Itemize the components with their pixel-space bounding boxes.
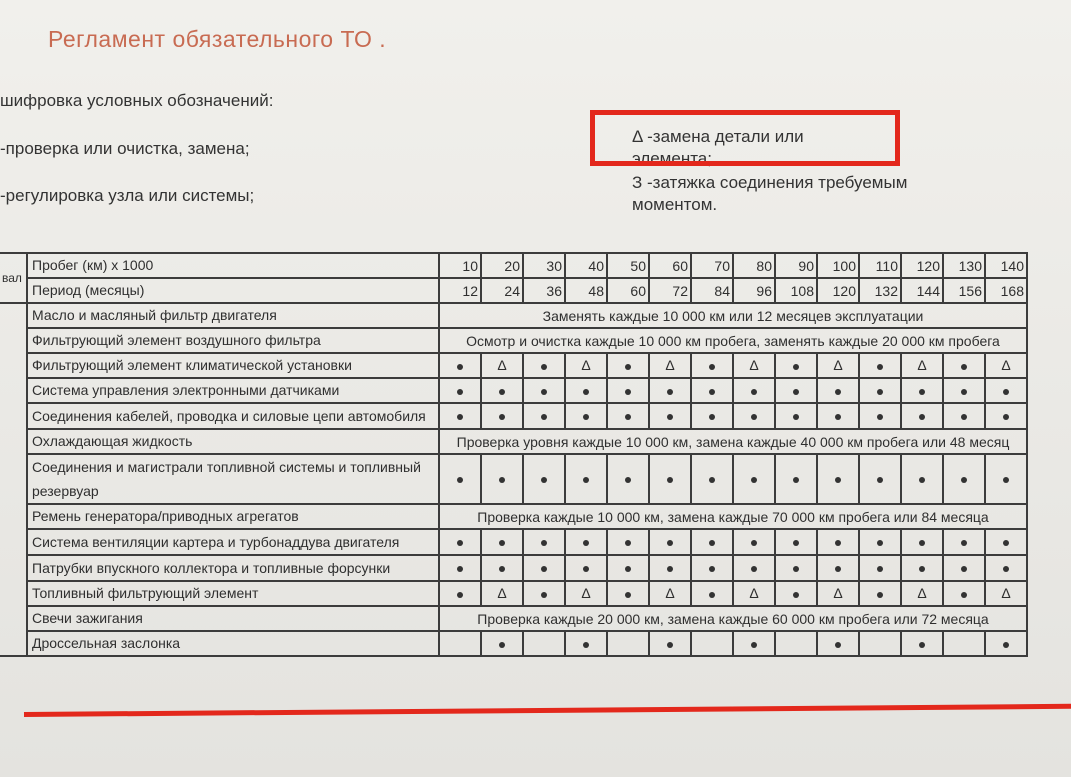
check-mark	[985, 378, 1027, 403]
dot-icon	[793, 566, 799, 572]
row-name: Дроссельная заслонка	[27, 631, 439, 656]
period-cell: 72	[649, 278, 691, 303]
check-mark	[691, 353, 733, 378]
dot-icon	[877, 477, 883, 483]
row-name: Соединения кабелей, проводка и силовые цепи автомобиля	[27, 403, 439, 429]
check-mark	[775, 353, 817, 378]
empty-cell	[691, 631, 733, 656]
dot-icon	[961, 364, 967, 370]
period-cell: 168	[985, 278, 1027, 303]
delta-icon: Δ	[917, 356, 927, 373]
period-cell: 96	[733, 278, 775, 303]
check-mark	[481, 454, 523, 504]
table-row	[0, 581, 1027, 606]
check-mark	[481, 555, 523, 581]
check-mark	[649, 631, 691, 656]
replace-mark	[565, 353, 607, 378]
dot-icon	[625, 389, 631, 395]
check-mark	[481, 403, 523, 429]
dot-icon	[961, 592, 967, 598]
mileage-cell: 50	[607, 253, 649, 278]
check-mark	[775, 555, 817, 581]
row-note: Проверка каждые 20 000 км, замена каждые 60 000 км пробега или 72 месяца	[439, 606, 1027, 631]
row-name: Фильтрующий элемент воздушного фильтра	[27, 328, 439, 353]
check-mark	[733, 378, 775, 403]
check-mark	[607, 529, 649, 555]
check-mark	[733, 454, 775, 504]
dot-icon	[919, 477, 925, 483]
check-mark	[985, 529, 1027, 555]
check-mark	[985, 631, 1027, 656]
dot-icon	[751, 642, 757, 648]
dot-icon	[709, 477, 715, 483]
row-name: Патрубки впускного коллектора и топливные форсунки	[27, 555, 439, 581]
check-mark	[607, 403, 649, 429]
legend-check-clean: -проверка или очистка, замена;	[0, 139, 250, 158]
dot-icon	[835, 642, 841, 648]
replace-mark	[649, 581, 691, 606]
legend-torque	[632, 172, 907, 216]
period-cell: 60	[607, 278, 649, 303]
dot-icon	[709, 414, 715, 420]
dot-icon	[709, 566, 715, 572]
check-mark	[817, 555, 859, 581]
check-mark	[733, 555, 775, 581]
empty-cell	[439, 631, 481, 656]
row-note: Проверка каждые 10 000 км, замена каждые 70 000 км пробега или 84 месяца	[439, 504, 1027, 529]
dot-icon	[961, 540, 967, 546]
maintenance-table	[0, 252, 1028, 657]
check-mark	[943, 378, 985, 403]
dot-icon	[877, 592, 883, 598]
legend-replace-line2: элемента;	[632, 149, 712, 168]
dot-icon	[583, 540, 589, 546]
period-cell: 24	[481, 278, 523, 303]
mileage-label: Пробег (км) х 1000	[27, 253, 439, 278]
mileage-cell: 80	[733, 253, 775, 278]
check-mark	[943, 353, 985, 378]
table-row	[0, 555, 1027, 581]
dot-icon	[457, 566, 463, 572]
dot-icon	[1003, 566, 1009, 572]
mileage-cell: 40	[565, 253, 607, 278]
delta-icon: Δ	[749, 584, 759, 601]
dot-icon	[751, 540, 757, 546]
check-mark	[901, 403, 943, 429]
legend-torque-line2: моментом.	[632, 195, 718, 214]
table-row	[0, 606, 1027, 631]
row-name: Топливный фильтрующий элемент	[27, 581, 439, 606]
dot-icon	[457, 414, 463, 420]
check-mark	[775, 378, 817, 403]
dot-icon	[625, 477, 631, 483]
check-mark	[775, 454, 817, 504]
check-mark	[859, 581, 901, 606]
table-row	[0, 328, 1027, 353]
dot-icon	[835, 566, 841, 572]
dot-icon	[667, 389, 673, 395]
check-mark	[901, 378, 943, 403]
dot-icon	[625, 414, 631, 420]
dot-icon	[793, 540, 799, 546]
table-row	[0, 529, 1027, 555]
check-mark	[691, 555, 733, 581]
mileage-cell: 90	[775, 253, 817, 278]
dot-icon	[583, 477, 589, 483]
dot-icon	[1003, 540, 1009, 546]
delta-icon: Δ	[833, 584, 843, 601]
row-note: Проверка уровня каждые 10 000 км, замена каждые 40 000 км пробега или 48 месяц	[439, 429, 1027, 454]
table-row	[0, 353, 1027, 378]
check-mark	[859, 403, 901, 429]
mileage-cell: 10	[439, 253, 481, 278]
row-note: Заменять каждые 10 000 км или 12 месяцев эксплуатации	[439, 303, 1027, 328]
table-row	[0, 403, 1027, 429]
check-mark	[901, 555, 943, 581]
check-mark	[523, 403, 565, 429]
period-cell: 48	[565, 278, 607, 303]
dot-icon	[961, 477, 967, 483]
check-mark	[859, 378, 901, 403]
dot-icon	[751, 566, 757, 572]
mileage-cell: 140	[985, 253, 1027, 278]
dot-icon	[877, 364, 883, 370]
row-name: Система управления электронными датчиками	[27, 378, 439, 403]
delta-icon: Δ	[665, 584, 675, 601]
check-mark	[985, 454, 1027, 504]
dot-icon	[835, 414, 841, 420]
check-mark	[649, 378, 691, 403]
check-mark	[523, 454, 565, 504]
replace-mark	[481, 581, 523, 606]
check-mark	[607, 581, 649, 606]
row-name: Ремень генератора/приводных агрегатов	[27, 504, 439, 529]
dot-icon	[457, 540, 463, 546]
check-mark	[691, 454, 733, 504]
dot-icon	[667, 540, 673, 546]
check-mark	[523, 555, 565, 581]
replace-mark	[649, 353, 691, 378]
check-mark	[523, 529, 565, 555]
delta-icon: Δ	[497, 356, 507, 373]
table-row	[0, 454, 1027, 504]
dot-icon	[877, 389, 883, 395]
dot-icon	[1003, 642, 1009, 648]
check-mark	[649, 454, 691, 504]
dot-icon	[793, 592, 799, 598]
dot-icon	[793, 389, 799, 395]
period-label: Период (месяцы)	[27, 278, 439, 303]
empty-cell	[607, 631, 649, 656]
dot-icon	[541, 592, 547, 598]
check-mark	[565, 555, 607, 581]
dot-icon	[919, 389, 925, 395]
delta-icon: Δ	[665, 356, 675, 373]
check-mark	[901, 454, 943, 504]
dot-icon	[583, 414, 589, 420]
dot-icon	[541, 540, 547, 546]
dot-icon	[751, 477, 757, 483]
dot-icon	[793, 414, 799, 420]
check-mark	[901, 631, 943, 656]
table-row	[0, 429, 1027, 454]
dot-icon	[541, 364, 547, 370]
check-mark	[481, 378, 523, 403]
dot-icon	[499, 477, 505, 483]
dot-icon	[457, 477, 463, 483]
table-row	[0, 631, 1027, 656]
dot-icon	[667, 477, 673, 483]
dot-icon	[499, 540, 505, 546]
dot-icon	[919, 566, 925, 572]
highlight-box	[590, 110, 900, 166]
check-mark	[439, 378, 481, 403]
dot-icon	[541, 414, 547, 420]
check-mark	[523, 353, 565, 378]
check-mark	[565, 529, 607, 555]
check-mark	[733, 631, 775, 656]
row-name: Соединения и магистрали топливной системы и топливный резервуар	[27, 454, 439, 504]
check-mark	[691, 378, 733, 403]
check-mark	[691, 529, 733, 555]
check-mark	[775, 529, 817, 555]
check-mark	[859, 454, 901, 504]
check-mark	[565, 631, 607, 656]
empty-cell	[859, 631, 901, 656]
dot-icon	[499, 414, 505, 420]
row-name: Фильтрующий элемент климатической установки	[27, 353, 439, 378]
dot-icon	[1003, 414, 1009, 420]
mileage-row	[0, 253, 1027, 278]
dot-icon	[625, 364, 631, 370]
dot-icon	[583, 566, 589, 572]
check-mark	[649, 555, 691, 581]
check-mark	[859, 555, 901, 581]
check-mark	[523, 378, 565, 403]
check-mark	[943, 454, 985, 504]
row-name: Масло и масляный фильтр двигателя	[27, 303, 439, 328]
dot-icon	[541, 477, 547, 483]
check-mark	[985, 555, 1027, 581]
mileage-cell: 100	[817, 253, 859, 278]
dot-icon	[751, 389, 757, 395]
replace-mark	[565, 581, 607, 606]
dot-icon	[457, 389, 463, 395]
replace-mark	[901, 353, 943, 378]
mileage-cell: 130	[943, 253, 985, 278]
dot-icon	[625, 592, 631, 598]
dot-icon	[583, 642, 589, 648]
replace-mark	[817, 353, 859, 378]
check-mark	[733, 403, 775, 429]
period-cell: 156	[943, 278, 985, 303]
dot-icon	[457, 592, 463, 598]
delta-icon: Δ	[581, 356, 591, 373]
period-cell: 108	[775, 278, 817, 303]
side-label: вал	[0, 253, 27, 303]
dot-icon	[1003, 389, 1009, 395]
period-cell: 120	[817, 278, 859, 303]
check-mark	[439, 454, 481, 504]
check-mark	[733, 529, 775, 555]
dot-icon	[499, 642, 505, 648]
dot-icon	[541, 566, 547, 572]
check-mark	[523, 581, 565, 606]
mileage-cell: 110	[859, 253, 901, 278]
legend-adjust: -регулировка узла или системы;	[0, 186, 255, 205]
check-mark	[775, 403, 817, 429]
check-mark	[817, 378, 859, 403]
dot-icon	[835, 540, 841, 546]
period-cell: 144	[901, 278, 943, 303]
legend-replace-line1: Δ -замена детали или	[632, 127, 804, 146]
page-title: Регламент обязательного ТО .	[48, 26, 387, 52]
check-mark	[943, 403, 985, 429]
period-cell: 84	[691, 278, 733, 303]
dot-icon	[919, 642, 925, 648]
dot-icon	[667, 414, 673, 420]
delta-icon: Δ	[581, 584, 591, 601]
check-mark	[943, 555, 985, 581]
dot-icon	[583, 389, 589, 395]
delta-icon: Δ	[1001, 584, 1011, 601]
dot-icon	[793, 477, 799, 483]
dot-icon	[877, 540, 883, 546]
check-mark	[985, 403, 1027, 429]
row-note: Осмотр и очистка каждые 10 000 км пробега, заменять каждые 20 000 км пробега	[439, 328, 1027, 353]
check-mark	[481, 631, 523, 656]
dot-icon	[667, 566, 673, 572]
mileage-cell: 20	[481, 253, 523, 278]
dot-icon	[751, 414, 757, 420]
empty-cell	[523, 631, 565, 656]
check-mark	[649, 403, 691, 429]
dot-icon	[877, 414, 883, 420]
dot-icon	[709, 592, 715, 598]
dot-icon	[709, 364, 715, 370]
replace-mark	[481, 353, 523, 378]
mileage-cell: 70	[691, 253, 733, 278]
delta-icon: Δ	[833, 356, 843, 373]
row-name: Свечи зажигания	[27, 606, 439, 631]
dot-icon	[793, 364, 799, 370]
check-mark	[901, 529, 943, 555]
check-mark	[439, 529, 481, 555]
check-mark	[817, 454, 859, 504]
dot-icon	[877, 566, 883, 572]
check-mark	[607, 378, 649, 403]
replace-mark	[901, 581, 943, 606]
check-mark	[691, 403, 733, 429]
check-mark	[565, 454, 607, 504]
dot-icon	[625, 540, 631, 546]
check-mark	[607, 353, 649, 378]
check-mark	[859, 529, 901, 555]
dot-icon	[835, 389, 841, 395]
side-blank	[0, 303, 27, 656]
dot-icon	[667, 642, 673, 648]
dot-icon	[1003, 477, 1009, 483]
check-mark	[943, 529, 985, 555]
dot-icon	[961, 566, 967, 572]
dot-icon	[457, 364, 463, 370]
check-mark	[817, 631, 859, 656]
replace-mark	[733, 353, 775, 378]
dot-icon	[499, 389, 505, 395]
table-row	[0, 303, 1027, 328]
check-mark	[565, 378, 607, 403]
mileage-cell: 120	[901, 253, 943, 278]
check-mark	[775, 581, 817, 606]
dot-icon	[709, 389, 715, 395]
replace-mark	[985, 353, 1027, 378]
table-row	[0, 378, 1027, 403]
dot-icon	[919, 414, 925, 420]
row-name: Система вентиляции картера и турбонаддува двигателя	[27, 529, 439, 555]
replace-mark	[817, 581, 859, 606]
delta-icon: Δ	[497, 584, 507, 601]
replace-mark	[733, 581, 775, 606]
check-mark	[439, 555, 481, 581]
period-cell: 12	[439, 278, 481, 303]
dot-icon	[625, 566, 631, 572]
row-name: Охлаждающая жидкость	[27, 429, 439, 454]
mileage-cell: 60	[649, 253, 691, 278]
check-mark	[607, 454, 649, 504]
dot-icon	[541, 389, 547, 395]
check-mark	[607, 555, 649, 581]
period-row	[0, 278, 1027, 303]
dot-icon	[835, 477, 841, 483]
dot-icon	[919, 540, 925, 546]
check-mark	[439, 353, 481, 378]
check-mark	[817, 529, 859, 555]
period-cell: 132	[859, 278, 901, 303]
delta-icon: Δ	[917, 584, 927, 601]
check-mark	[943, 581, 985, 606]
check-mark	[565, 403, 607, 429]
check-mark	[859, 353, 901, 378]
dot-icon	[499, 566, 505, 572]
check-mark	[439, 403, 481, 429]
check-mark	[481, 529, 523, 555]
legend-heading: шифровка условных обозначений:	[0, 91, 274, 110]
check-mark	[649, 529, 691, 555]
delta-icon: Δ	[749, 356, 759, 373]
empty-cell	[775, 631, 817, 656]
period-cell: 36	[523, 278, 565, 303]
empty-cell	[943, 631, 985, 656]
mileage-cell: 30	[523, 253, 565, 278]
replace-mark	[985, 581, 1027, 606]
check-mark	[439, 581, 481, 606]
highlight-underline	[24, 704, 1071, 717]
dot-icon	[961, 414, 967, 420]
check-mark	[691, 581, 733, 606]
dot-icon	[709, 540, 715, 546]
table-row	[0, 504, 1027, 529]
legend-torque-line1: З -затяжка соединения требуемым	[632, 173, 908, 192]
dot-icon	[961, 389, 967, 395]
check-mark	[817, 403, 859, 429]
delta-icon: Δ	[1001, 356, 1011, 373]
